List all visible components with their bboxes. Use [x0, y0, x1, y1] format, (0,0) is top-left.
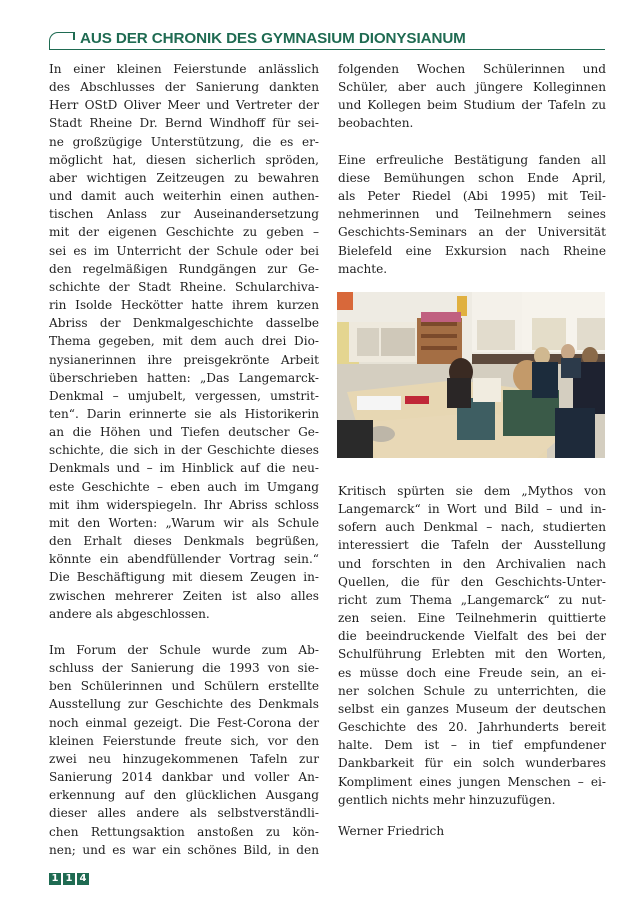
text-line: Dankbarkeit für ein solch wunderbares — [338, 756, 606, 771]
text-line: die beeindruckende Vielfalt des bei der — [338, 629, 606, 644]
text-line: Geschichte des 20. Jahrhunderts bereit — [338, 720, 606, 735]
text-line: mit ihm widerspiegeln. Ihr Abriss schloss — [49, 497, 319, 512]
text-line: noch einmal gezeigt. Die Fest-Corona der — [49, 715, 319, 730]
text-line: und Kollegen beim Studium der Tafeln zu — [338, 98, 606, 113]
text-line: Die Beschäftigung mit diesem Zeugen in- — [49, 570, 319, 585]
text-line: den Erhalt dieses Denkmals begrüßen, — [49, 534, 319, 549]
text-line: aber wichtigen Zeitzeugen zu bewahren — [49, 170, 319, 185]
text-line: schichte, die sich in der Geschichte dieses — [49, 443, 319, 458]
text-line: erkennung auf den glücklichen Ausgang — [49, 788, 319, 803]
text-line: tischen Anlass zur Auseinandersetzung — [49, 207, 319, 222]
text-line: Schulführung Erlebten mit den Worten, — [338, 647, 606, 662]
text-line: Kritisch spürten sie dem „Mythos von — [338, 484, 606, 498]
text-line: als Peter Riedel (Abi 1995) mit Teil- — [338, 189, 606, 204]
text-line: In einer kleinen Feierstunde anlässlich — [49, 62, 319, 76]
text-line: gentlich nichts mehr hinzuzufügen. — [338, 792, 556, 807]
paragraph-bestaetigung — [338, 151, 606, 278]
text-line: Denkmal – umjubelt, vergessen, umstrit- — [49, 388, 319, 403]
paragraph-forum — [49, 641, 319, 859]
page-digit: 4 — [77, 873, 89, 885]
text-line: Abriss der Denkmalgeschichte dasselbe — [49, 316, 319, 331]
text-line: des Abschlusses der Sanierung dankten — [49, 80, 319, 95]
text-line: interessiert die Tafeln der Ausstellung — [338, 538, 606, 553]
text-line: Quellen, die für den Geschichts-Unter- — [338, 574, 606, 589]
text-line: ten“. Darin erinnerte sie als Historikerin — [49, 406, 319, 421]
text-line: zen seien. Eine Teilnehmerin quittierte — [338, 611, 606, 626]
page-digit: 1 — [63, 873, 75, 885]
text-line: Langemarck“ in Wort und Bild – und in- — [338, 502, 606, 517]
text-line: Geschichts-Seminars an der Universität — [338, 225, 606, 240]
text-line: diese Bemühungen schon Ende April, — [338, 170, 606, 185]
text-line: schluss der Sanierung die 1993 von sie- — [49, 661, 319, 676]
classroom-photo — [337, 292, 605, 458]
text-line: andere als abgeschlossen. — [49, 606, 210, 621]
text-line: richt zum Thema „Langemarck“ zu nut- — [338, 592, 606, 607]
text-line: mit der eigenen Geschichte zu geben – — [49, 225, 319, 240]
text-line: und damit auch weiterhin einen authen- — [49, 189, 319, 204]
paragraph-kritisch — [338, 482, 606, 809]
paragraph-feierstunde — [49, 60, 319, 623]
text-line: Im Forum der Schule wurde zum Ab- — [49, 642, 319, 657]
text-line: Schüler, aber auch jüngere Kolleginnen — [338, 80, 606, 95]
right-column-top — [338, 60, 606, 278]
text-line: mit den Worten: „Warum wir als Schule — [49, 515, 319, 530]
text-line: möglicht hat, diesen sicherlich spröden, — [49, 152, 319, 167]
author-signature: Werner Friedrich — [338, 824, 445, 838]
text-line: este Geschichte – eben auch im Umgang — [49, 479, 319, 494]
text-line: Denkmals und – im Hinblick auf die neu- — [49, 461, 319, 476]
paragraph-wochen — [338, 60, 606, 133]
text-line: überschrieben hatten: „Das Langemarck- — [49, 370, 319, 385]
text-line: ner solchen Schule zu unterrichten, die — [338, 683, 606, 698]
text-line: Stadt Rheine Dr. Bernd Windhoff für sei- — [49, 116, 319, 131]
text-line: Bielefeld eine Exkursion nach Rheine — [338, 243, 606, 258]
text-line: sei es im Unterricht der Schule oder bei — [49, 243, 319, 258]
text-line: nysianerinnen ihre preisgekrönte Arbeit — [49, 352, 319, 367]
section-title: AUS DER CHRONIK DES GYMNASIUM DIONYSIANUM — [80, 30, 466, 47]
right-column-bottom — [338, 482, 606, 809]
text-line: den regelmäßigen Rundgängen zur Ge- — [49, 261, 319, 276]
text-line: kleinen Feierstunde freute sich, vor den — [49, 733, 319, 748]
text-line: Sanierung 2014 dankbar und voller An- — [49, 770, 319, 785]
text-line: es müsse doch eine Freude sein, an ei- — [338, 665, 606, 680]
text-line: nehmerinnen und Teilnehmern seines — [338, 207, 606, 222]
text-line: Herr OStD Oliver Meer und Vertreter der — [49, 98, 319, 113]
text-line: chen Rettungsaktion anstoßen zu kön- — [49, 824, 319, 839]
text-line: zwischen mehrerer Zeiten ist also alles — [49, 588, 319, 603]
text-line: Ausstellung zur Geschichte des Denkmals — [49, 697, 319, 712]
text-line: nen; und es war ein schönes Bild, in den — [49, 842, 319, 857]
text-line: Thema gegeben, mit dem auch drei Dio- — [49, 334, 319, 349]
text-line: ben Schülerinnen und Schülern erstellte — [49, 679, 319, 694]
text-line: machte. — [338, 261, 388, 276]
text-line: halte. Dem ist – in tief empfundener — [338, 738, 606, 753]
text-line: selbst ein ganzes Museum der deutschen — [338, 701, 606, 716]
text-line: und forschten in den Archivalien nach — [338, 556, 606, 571]
text-line: an die Höhen und Tiefen deutscher Ge- — [49, 425, 319, 440]
text-line: dieser alles andere als selbstverständli- — [49, 806, 319, 821]
text-line: schichte der Stadt Rheine. Schularchiva- — [49, 279, 319, 294]
text-line: beobachten. — [338, 116, 414, 131]
page-number — [49, 873, 89, 885]
text-line: könnte ein abendfüllender Vortrag sein.“ — [49, 552, 319, 567]
text-line: rin Isolde Heckötter hatte ihrem kurzen — [49, 298, 319, 313]
page-digit: 1 — [49, 873, 61, 885]
text-line: folgenden Wochen Schülerinnen und — [338, 62, 606, 76]
text-line: zwei neu hinzugekommenen Tafeln zur — [49, 751, 319, 766]
text-line: Kompliment eines jungen Menschen – ei- — [338, 774, 606, 789]
header-frame-tick — [73, 32, 75, 40]
author-signature-block — [338, 822, 606, 840]
text-line: sofern auch Denkmal – nach, studierten — [338, 520, 606, 535]
left-column — [49, 60, 319, 859]
text-line: Eine erfreuliche Bestätigung fanden all — [338, 152, 606, 167]
text-line: ne großzügige Unterstützung, die es er- — [49, 134, 319, 149]
